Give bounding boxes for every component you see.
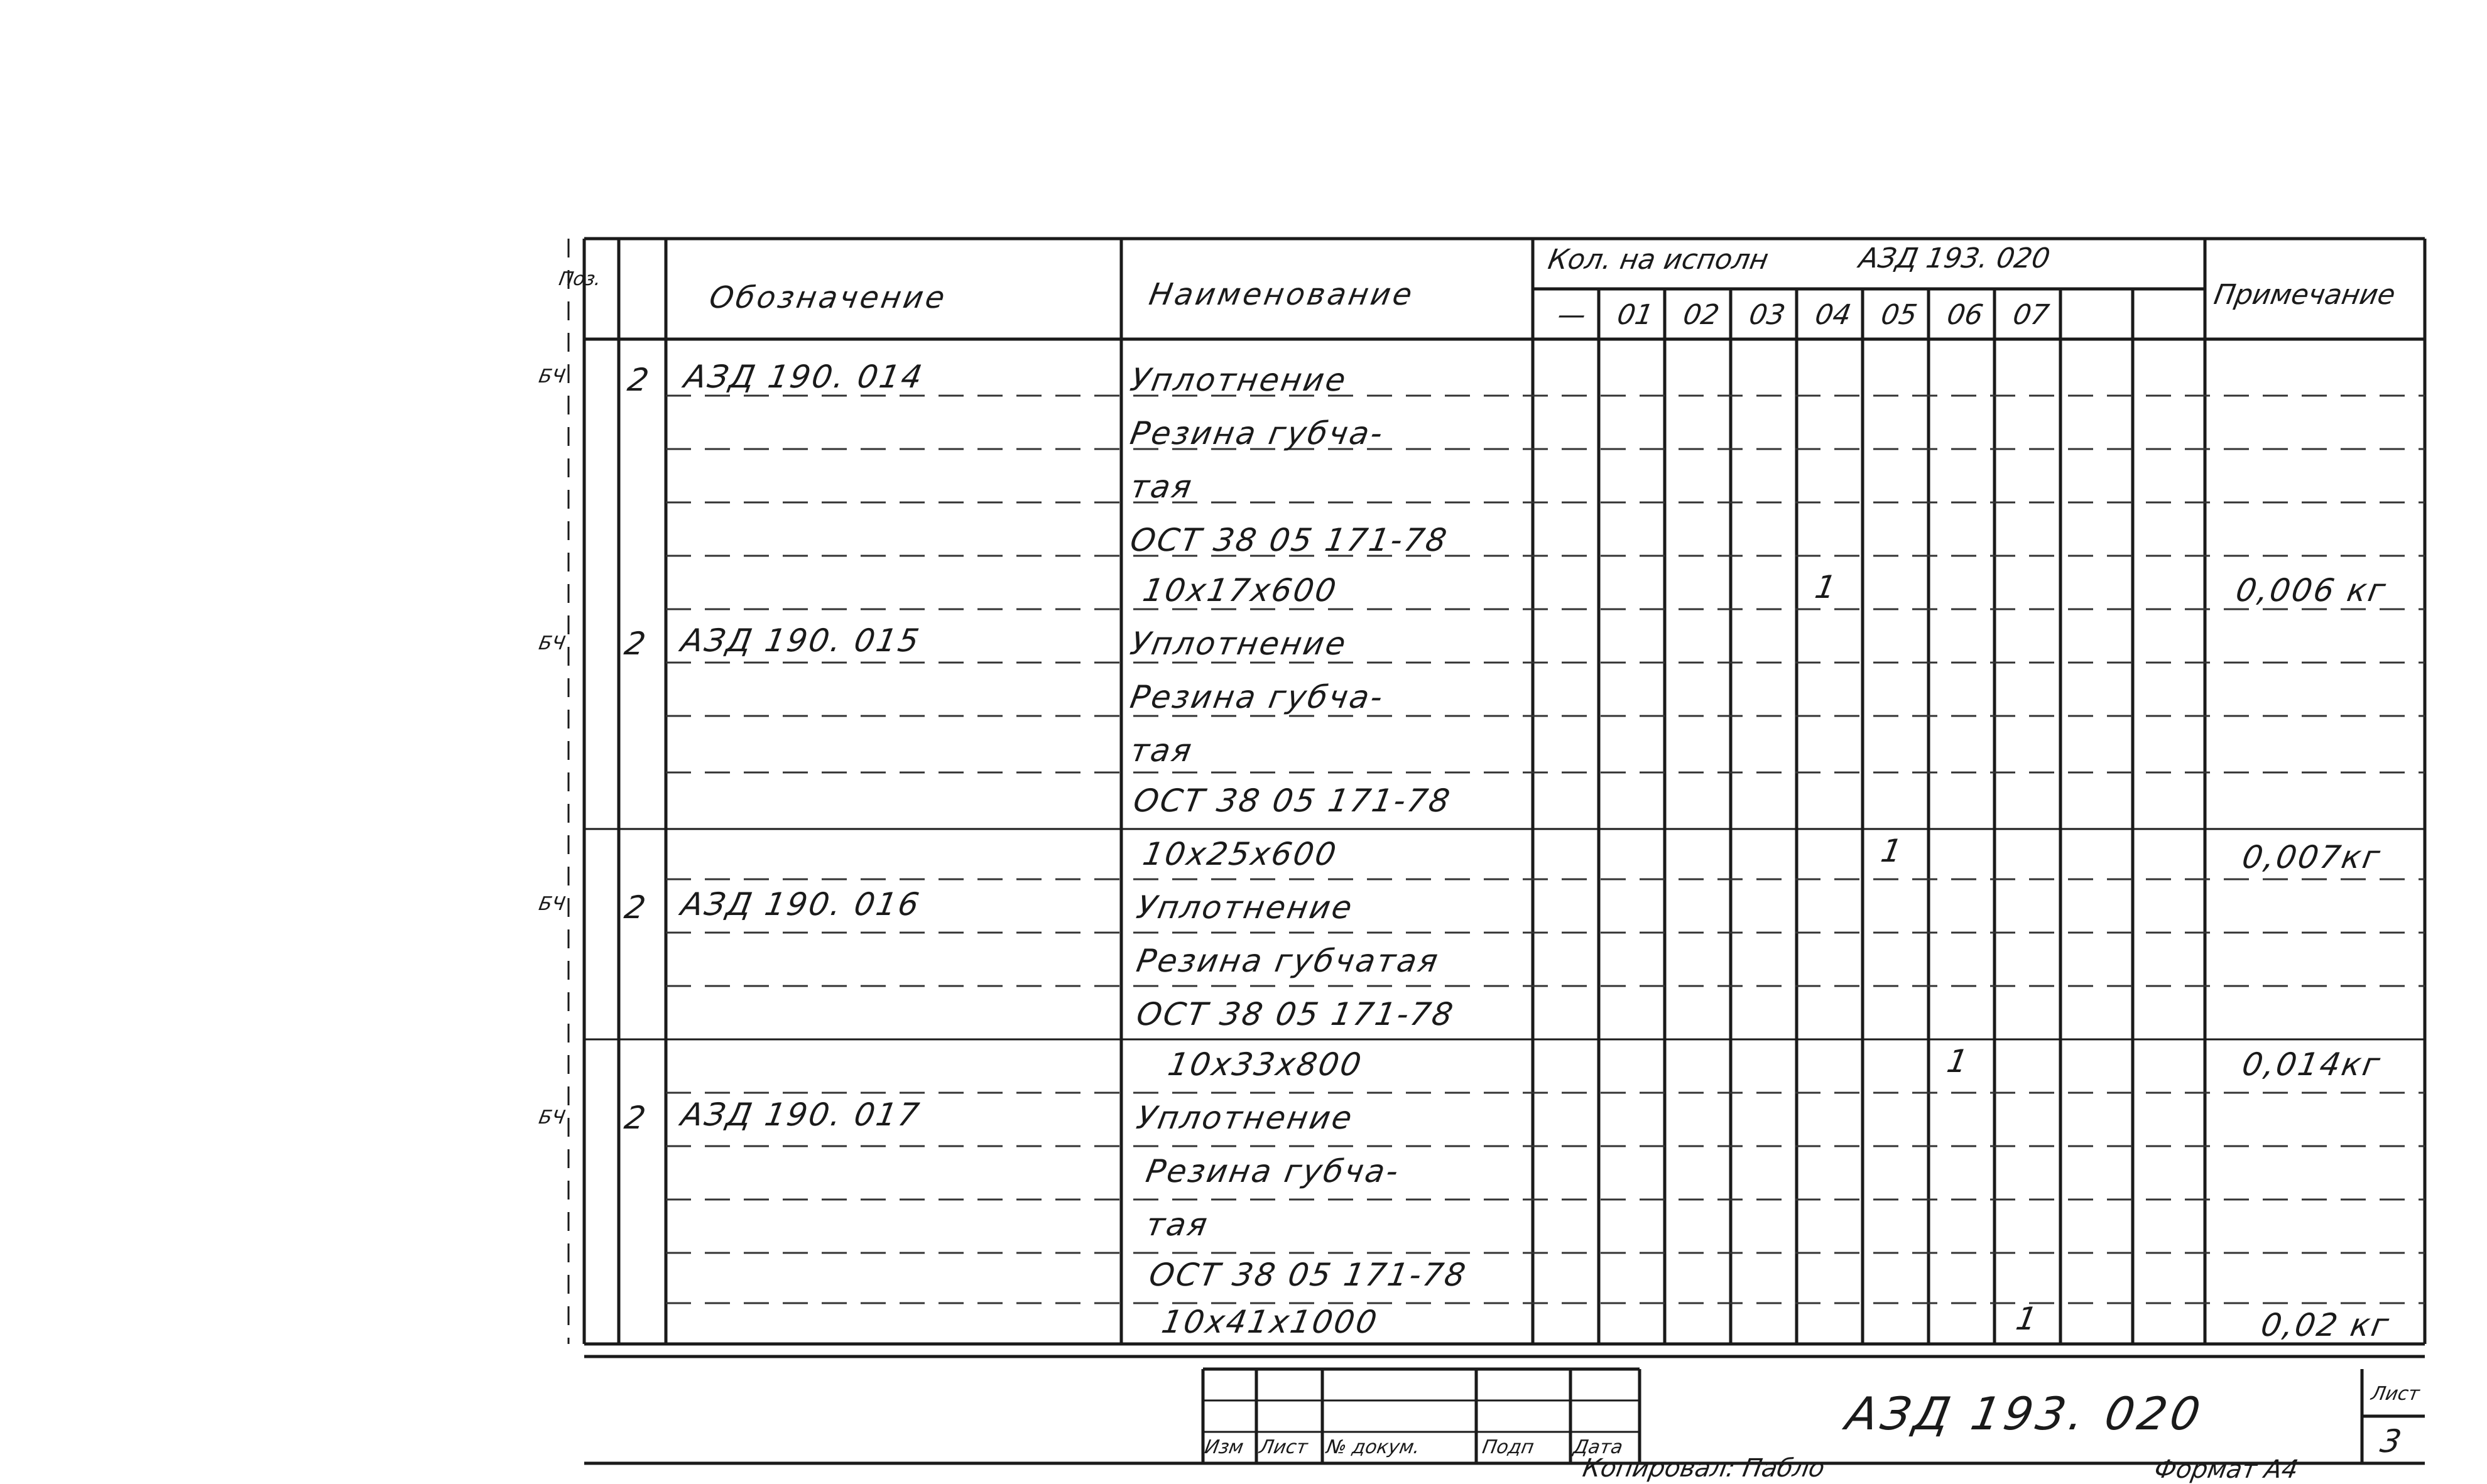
row-zone: 2 [621, 889, 650, 926]
row-name: 10х41х1000 [1158, 1304, 1381, 1340]
tb-sheet-number: 3 [2377, 1423, 2406, 1460]
row-name: Резина губча- [1127, 679, 1388, 715]
row-note: 0,02 кг [2258, 1307, 2393, 1343]
row-name: ОСТ 38 05 171-78 [1146, 1257, 1470, 1293]
row-note: 0,007кг [2239, 839, 2385, 875]
variant-col-0: — [1555, 299, 1589, 331]
pos-label: Поз. [557, 268, 603, 290]
row-designation: АЗД 190. 014 [681, 359, 927, 395]
name-header: Наименование [1146, 277, 1417, 312]
tb-label-sheet: Лист [1258, 1436, 1310, 1458]
copied-by: Копировал: Пабло [1580, 1454, 1827, 1483]
row-qty: 1 [1812, 569, 1841, 605]
qty-doc-code: АЗД 193. 020 [1856, 242, 2053, 274]
row-name: тая [1127, 732, 1196, 769]
row-name: Уплотнение [1133, 1100, 1357, 1136]
row-qty: 1 [1944, 1043, 1973, 1080]
variant-col-4: 04 [1812, 299, 1854, 331]
format-label: Формат А4 [2152, 1455, 2300, 1484]
row-designation: АЗД 190. 016 [678, 886, 923, 923]
row-format: БЧ [537, 893, 567, 915]
qty-header: Кол. на исполн [1545, 244, 1771, 276]
note-header: Примечание [2211, 279, 2398, 311]
row-name: Резина губча- [1127, 415, 1388, 452]
row-name: ОСТ 38 05 171-78 [1127, 522, 1451, 558]
row-note: 0,006 кг [2233, 572, 2390, 609]
tb-sheet-label: Лист [2370, 1383, 2422, 1405]
tb-label-date: Дата [1572, 1436, 1624, 1458]
row-name: 10х17х600 [1140, 572, 1341, 609]
row-designation: АЗД 190. 015 [678, 622, 923, 659]
tb-label-doc-number: № докум. [1325, 1436, 1422, 1458]
row-name: 10х25х600 [1140, 836, 1341, 872]
variant-col-2: 02 [1680, 299, 1722, 331]
row-name: тая [1127, 468, 1196, 505]
row-name: 10х33х800 [1165, 1046, 1366, 1083]
row-format: БЧ [537, 1107, 567, 1129]
tb-label-signature: Подп [1481, 1436, 1536, 1458]
variant-col-7: 07 [2010, 299, 2052, 331]
variant-col-6: 06 [1944, 299, 1986, 331]
tb-label-change: Изм [1203, 1436, 1246, 1458]
row-name: Резина губчатая [1133, 943, 1443, 979]
row-qty: 1 [2013, 1301, 2042, 1337]
variant-col-3: 03 [1746, 299, 1788, 331]
row-name: Уплотнение [1133, 889, 1357, 926]
row-format: БЧ [537, 632, 567, 654]
variant-col-5: 05 [1878, 299, 1920, 331]
row-name: ОСТ 38 05 171-78 [1133, 996, 1457, 1032]
row-name: Резина губча- [1143, 1153, 1403, 1189]
row-zone: 2 [621, 626, 650, 662]
row-name: Уплотнение [1127, 362, 1351, 398]
variant-col-1: 01 [1614, 299, 1656, 331]
row-zone: 2 [621, 1100, 650, 1136]
row-zone: 2 [624, 362, 653, 398]
row-name: тая [1143, 1206, 1212, 1243]
row-format: БЧ [537, 366, 567, 387]
tb-doc-code: АЗД 193. 020 [1842, 1387, 2208, 1440]
row-note: 0,014кг [2239, 1046, 2385, 1083]
row-designation: АЗД 190. 017 [678, 1097, 923, 1133]
designation-header: Обозначение [707, 280, 950, 315]
row-name: ОСТ 38 05 171-78 [1130, 783, 1454, 819]
row-qty: 1 [1878, 833, 1907, 869]
row-name: Уплотнение [1127, 626, 1351, 662]
